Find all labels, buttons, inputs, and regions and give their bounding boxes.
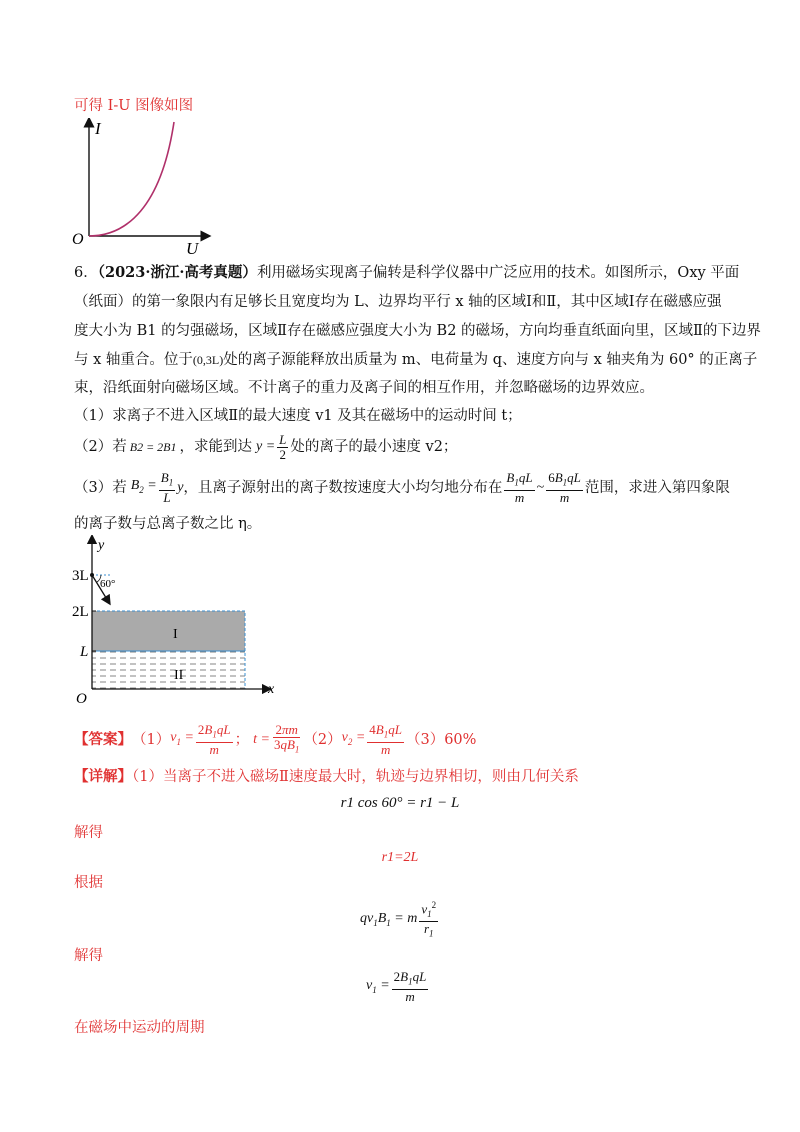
problem-line-1: 6．（2023·浙江·高考真题）利用磁场实现离子偏转是科学仪器中广泛应用的技术。如图所示，Oxy 平面 bbox=[74, 264, 740, 281]
problem-source: （2023·浙江·高考真题） bbox=[97, 264, 257, 281]
question-2: （2）若 B2 = 2B1 ，求能到达 y = $\frac{L}{2}$ 处的离子的最小速度 v2； bbox=[74, 431, 458, 462]
problem-line-3: 度大小为 B1 的匀强磁场，区域Ⅱ存在磁感应强度大小为 B2 的磁场，方向均垂直纸面向里，区域Ⅱ的下边界 bbox=[74, 323, 761, 339]
answer-line: 【答案】 （1） $v_1$ = $\frac{2B_1qL}{m}$ ； t = $\frac{2\pi m}{3qB_1}$ （2） $v_2$ = $\frac{4B_1qL}{m}$ （3）60% bbox=[74, 718, 476, 762]
region-figure bbox=[70, 535, 285, 710]
source-point: (0,3L) bbox=[192, 353, 224, 367]
period-label: 在磁场中运动的周期 bbox=[74, 1020, 205, 1036]
r1-result: r1=2L bbox=[381, 850, 419, 865]
detail-tag: 【详解】 bbox=[74, 768, 132, 785]
question-3: （3）若 $B_2$ = $\frac{B_1}{L}$ y ，且离子源射出的离子数按速度大小均匀地分布在 $\frac{B_1qL}{m}$ ~ $\frac{6B_1qL}{m}$ 范围，求进入第四象限 bbox=[74, 470, 730, 505]
fig-tick-3L: 3L bbox=[72, 568, 89, 584]
iu-y-label: I bbox=[95, 119, 101, 138]
problem-number: 6． bbox=[74, 265, 98, 281]
basis-label: 根据 bbox=[74, 875, 103, 891]
answer-tag: 【答案】 bbox=[74, 730, 132, 748]
solve-label-2: 解得 bbox=[74, 948, 103, 964]
fig-origin: O bbox=[76, 691, 87, 707]
region-2 bbox=[92, 651, 245, 689]
equation-2: $qv_1B_1 = m$ $\frac{v_1^2}{r_1}$ bbox=[360, 900, 437, 939]
problem-line-4: 与 x 轴重合。位于(0,3L)处的离子源能释放出质量为 m、电荷量为 q、速度方向与 x 轴夹角为 60° 的正离子 bbox=[74, 352, 758, 368]
question-1: （1）求离子不进入区域Ⅱ的最大速度 v1 及其在磁场中的运动时间 t； bbox=[74, 408, 522, 424]
iu-x-label: U bbox=[186, 239, 199, 258]
q2-condition: B2 = 2B1 bbox=[129, 440, 177, 454]
question-3-line-2: 的离子数与总离子数之比 η。 bbox=[74, 516, 262, 532]
iu-origin: O bbox=[72, 231, 84, 248]
iu-curve bbox=[89, 122, 174, 236]
detail-line: 【详解】（1）当离子不进入磁场Ⅱ速度最大时，轨迹与边界相切，则由几何关系 bbox=[74, 768, 579, 785]
problem-line-5: 束，沿纸面射向磁场区域。不计离子的重力及离子间的相互作用，并忽略磁场的边界效应。 bbox=[74, 380, 654, 396]
solve-label-1: 解得 bbox=[74, 825, 103, 841]
problem-line-2: （纸面）的第一象限内有足够长且宽度均为 L、边界均平行 x 轴的区域Ⅰ和Ⅱ，其中区域Ⅰ存在磁感应强 bbox=[74, 294, 722, 310]
fig-region-1-label: I bbox=[173, 627, 178, 642]
iu-caption: 可得 I-U 图像如图 bbox=[74, 98, 194, 114]
fig-tick-2L: 2L bbox=[72, 604, 89, 620]
fig-angle-label: 60° bbox=[100, 578, 116, 590]
equation-3: $v_1$ = $\frac{2B_1qL}{m}$ bbox=[366, 969, 427, 1004]
fig-tick-L: L bbox=[80, 644, 89, 660]
iu-graph bbox=[66, 118, 216, 258]
fig-y-label: y bbox=[98, 538, 105, 553]
equation-1: r1 cos 60° = r1 − L bbox=[340, 795, 460, 811]
fig-x-label: x bbox=[268, 682, 275, 697]
fig-region-2-label: II bbox=[174, 668, 184, 683]
region-1 bbox=[92, 611, 245, 651]
